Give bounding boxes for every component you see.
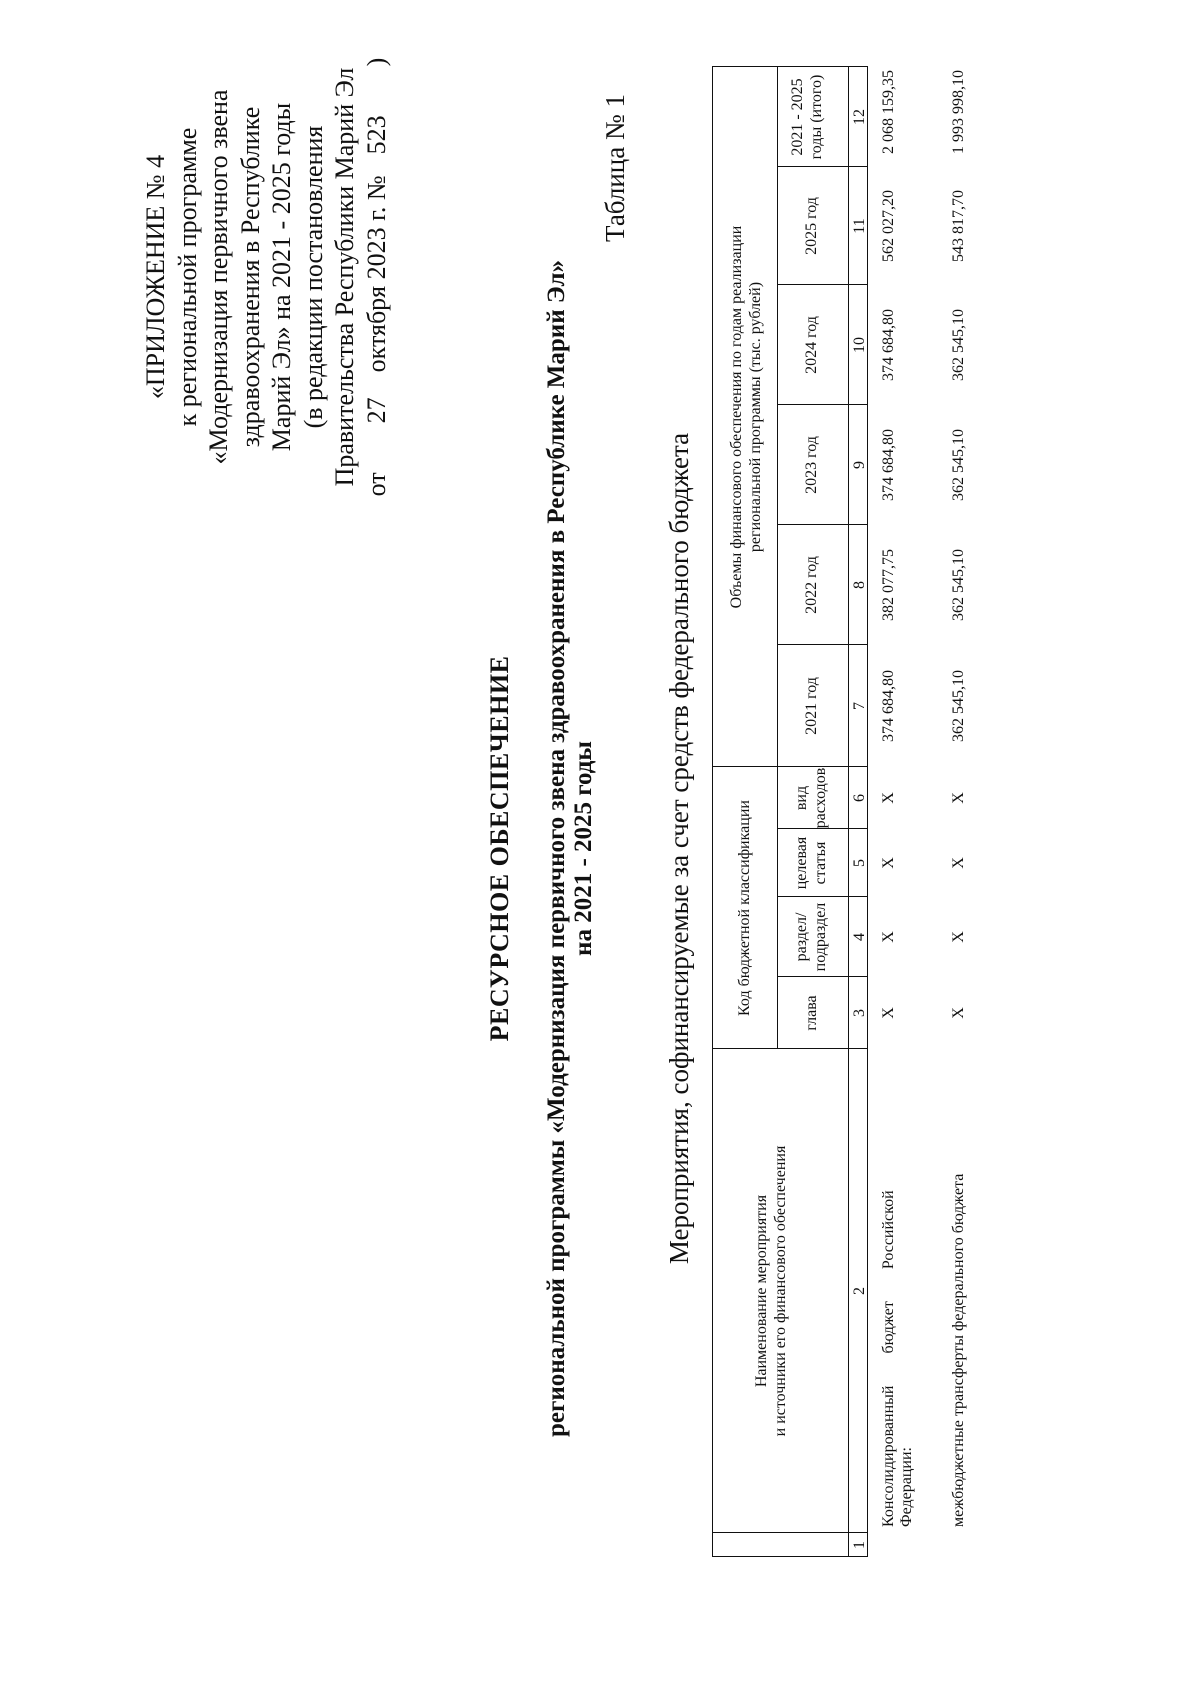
table-cell-statya: Х [950, 857, 967, 869]
table-cell-y2022: 382 077,75 [880, 549, 897, 621]
header-y2024: 2024 год [803, 316, 820, 374]
col-number: 7 [851, 702, 868, 710]
header-glava: глава [803, 995, 820, 1031]
header-y2025: 2025 год [803, 197, 820, 255]
header-y2021: 2021 год [803, 677, 820, 735]
table-cell-total: 2 068 159,35 [880, 70, 897, 154]
table-cell-y2024: 374 684,80 [880, 309, 897, 381]
annex-line: Марий Эл» на 2021 - 2025 годы [267, 102, 296, 452]
annex-block [140, 57, 392, 497]
header-name: Наименование мероприятия и источники его финансового обеспечения [753, 1145, 789, 1437]
header-statya: целевая статья [793, 836, 829, 890]
table-cell-y2021: 374 684,80 [880, 670, 897, 742]
annex-close-paren: ) [361, 57, 391, 67]
table-cell-y2022: 362 545,10 [950, 549, 967, 621]
col-number: 1 [851, 1541, 868, 1549]
header-vid: вид расходов [793, 767, 829, 829]
col-number: 12 [851, 109, 868, 125]
annex-line: к региональной программе [172, 127, 202, 427]
col-number: 3 [851, 1009, 868, 1017]
header-volumes: Объемы финансового обеспечения по годам реализации региональной программы (тыс. рублей) [728, 225, 764, 609]
table-cell-y2025: 543 817,70 [950, 190, 967, 262]
table-row-name: Консолидированный бюджет Российской Федерации: [880, 1190, 915, 1527]
annex-line: (в редакции постановления [298, 125, 328, 429]
col-number: 6 [851, 794, 868, 802]
table-cell-razdel: Х [880, 931, 897, 943]
header-code-group: Код бюджетной классификации [736, 800, 753, 1016]
section-title: Мероприятия, софинансируемые за счет средств федерального бюджета [664, 432, 694, 1265]
document-title: РЕСУРСНОЕ ОБЕСПЕЧЕНИЕ [485, 655, 514, 1042]
annex-line: «ПРИЛОЖЕНИЕ № 4 [141, 154, 170, 400]
col-number: 9 [851, 461, 868, 469]
table-cell-glava: Х [880, 1007, 897, 1019]
annex-line: «Модернизация первичного звена [204, 89, 233, 465]
table-cell-y2023: 362 545,10 [950, 429, 967, 501]
col-number: 4 [851, 933, 868, 941]
table-cell-statya: Х [880, 857, 897, 869]
table-cell-y2025: 562 027,20 [880, 190, 897, 262]
col-number: 10 [851, 337, 868, 353]
header-total: 2021 - 2025 годы (итого) [789, 74, 825, 160]
table-cell-vid: Х [950, 792, 967, 804]
annex-month-year: октября 2023 г. № [361, 175, 391, 373]
annex-line: здравоохранения в Республике [235, 106, 265, 448]
table-cell-y2023: 374 684,80 [880, 429, 897, 501]
table-cell-y2021: 362 545,10 [950, 670, 967, 742]
header-razdel: раздел/ подраздел [793, 902, 829, 972]
col-number: 11 [851, 218, 868, 234]
header-y2022: 2022 год [803, 556, 820, 614]
table-cell-glava: Х [950, 1007, 967, 1019]
table-cell-total: 1 993 998,10 [950, 70, 967, 154]
header-y2023: 2023 год [803, 436, 820, 494]
table-cell-razdel: Х [950, 931, 967, 943]
annex-date-line [361, 57, 393, 497]
col-number: 8 [851, 581, 868, 589]
document-subtitle: региональной программы «Модернизация первичного звена здравоохранения в Республике Марий Эл» [543, 259, 570, 1438]
col-number: 2 [851, 1287, 868, 1295]
document-years: на 2021 - 2025 годы [570, 741, 597, 956]
table-cell-y2024: 362 545,10 [950, 309, 967, 381]
table-label: Таблица № 1 [600, 94, 630, 242]
annex-number: 523 [361, 115, 391, 155]
table-row-name: межбюджетные трансферты федерального бюджета [950, 1173, 967, 1527]
table-cell-vid: Х [880, 792, 897, 804]
col-number: 5 [851, 859, 868, 867]
annex-from: от [361, 472, 391, 497]
annex-day: 27 [361, 397, 391, 424]
annex-line: Правительства Республики Марий Эл [330, 67, 359, 487]
